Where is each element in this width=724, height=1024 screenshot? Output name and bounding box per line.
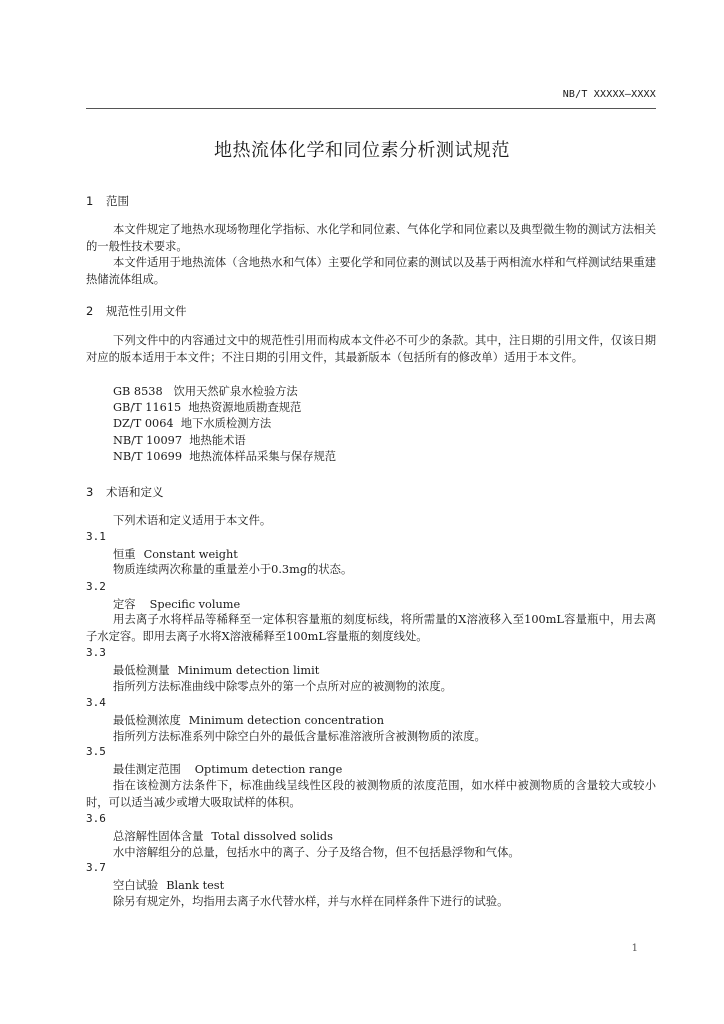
reference-item: DZ/T 0064 地下水质检测方法 <box>113 417 272 431</box>
term-definition: 指在该检测方法条件下，标准曲线呈线性区段的被测物质的浓度范围，如水样中被测物质的含量较大或较小时，可以适当减少或增大吸取试样的体积。 <box>86 779 656 809</box>
scope-paragraph-1: 本文件规定了地热水现场物理化学指标、水化学和同位素、气体化学和同位素以及典型微生物的测试方法相关的一般性技术要求。 <box>86 223 656 253</box>
term-name-zh: 恒重 <box>113 548 136 561</box>
standard-code: NB/T XXXXX—XXXX <box>562 89 656 100</box>
term-definition: 物质连续两次称量的重量差小于0.3mg的状态。 <box>113 563 353 576</box>
term-name-en: Blank test <box>166 879 225 892</box>
section-number: 1 <box>86 194 94 208</box>
term-definition: 除另有规定外，均指用去离子水代替水样，并与水样在同样条件下进行的试验。 <box>113 895 509 908</box>
references-intro: 下列文件中的内容通过文中的规范性引用而构成本文件必不可少的条款。其中，注日期的引用文件，仅该日期对应的版本适用于本文件；不注日期的引用文件，其最新版本（包括所有的修改单）适用于本文件。 <box>86 334 656 364</box>
page-number: 1 <box>631 943 638 954</box>
section-title: 规范性引用文件 <box>106 304 187 318</box>
reference-item: NB/T 10699 地热流体样品采集与保存规范 <box>113 449 337 463</box>
term-name-en: Specific volume <box>149 598 241 611</box>
header-rule <box>86 108 656 109</box>
reference-item: GB/T 11615 地热资源地质勘查规范 <box>113 401 302 415</box>
term-name <box>113 662 319 678</box>
term-number: 3.2 <box>86 580 106 593</box>
term-definition: 指所列方法标准系列中除空白外的最低含量标准溶液所含被测物质的浓度。 <box>113 730 486 743</box>
term-number: 3.6 <box>86 812 106 825</box>
term-name-zh: 最佳测定范围 <box>113 763 181 776</box>
term-name <box>113 712 384 728</box>
term-name <box>113 828 333 844</box>
term-name-zh: 最低检测量 <box>113 664 170 677</box>
section-1-heading <box>86 193 129 209</box>
section-number: 2 <box>86 304 94 318</box>
section-3-heading <box>86 484 164 500</box>
term-definition: 水中溶解组分的总量，包括水中的离子、分子及络合物，但不包括悬浮物和气体。 <box>113 846 520 859</box>
term-number: 3.3 <box>86 646 106 659</box>
section-title: 术语和定义 <box>106 485 164 499</box>
term-name-en: Constant weight <box>143 548 238 561</box>
term-name-en: Optimum detection range <box>194 763 343 776</box>
document-title: 地热流体化学和同位素分析测试规范 <box>214 140 510 161</box>
terms-intro: 下列术语和定义适用于本文件。 <box>113 514 272 527</box>
term-name-en: Total dissolved solids <box>211 830 333 843</box>
section-title: 范围 <box>106 194 129 208</box>
term-name <box>113 761 342 777</box>
term-name-zh: 最低检测浓度 <box>113 714 181 727</box>
term-name-en: Minimum detection concentration <box>188 714 385 727</box>
term-number: 3.4 <box>86 696 106 709</box>
section-number: 3 <box>86 485 94 499</box>
reference-list <box>113 384 336 465</box>
reference-item: NB/T 10097 地热能术语 <box>113 433 246 447</box>
term-definition: 指所列方法标准曲线中除零点外的第一个点所对应的被测物的浓度。 <box>113 680 452 693</box>
term-name-zh: 定容 <box>113 598 136 611</box>
section-2-heading <box>86 303 187 319</box>
term-number: 3.5 <box>86 745 106 758</box>
term-number: 3.1 <box>86 530 106 543</box>
term-name-zh: 总溶解性固体含量 <box>113 830 204 843</box>
term-definition: 用去离子水将样品等稀释至一定体积容量瓶的刻度标线，将所需量的X溶液移入至100mL容量瓶中，用去离子水定容。即用去离子水将X溶液稀释至100mL容量瓶的刻度线处。 <box>86 613 656 643</box>
term-name-zh: 空白试验 <box>113 879 159 892</box>
reference-item: GB 8538 饮用天然矿泉水检验方法 <box>113 385 298 398</box>
term-name <box>113 596 240 612</box>
term-number: 3.7 <box>86 861 106 874</box>
term-name <box>113 877 224 893</box>
term-name-en: Minimum detection limit <box>177 664 320 677</box>
scope-paragraph-2: 本文件适用于地热流体（含地热水和气体）主要化学和同位素的测试以及基于两相流水样和气样测试结果重建热储流体组成。 <box>86 256 656 286</box>
term-name <box>113 546 238 562</box>
